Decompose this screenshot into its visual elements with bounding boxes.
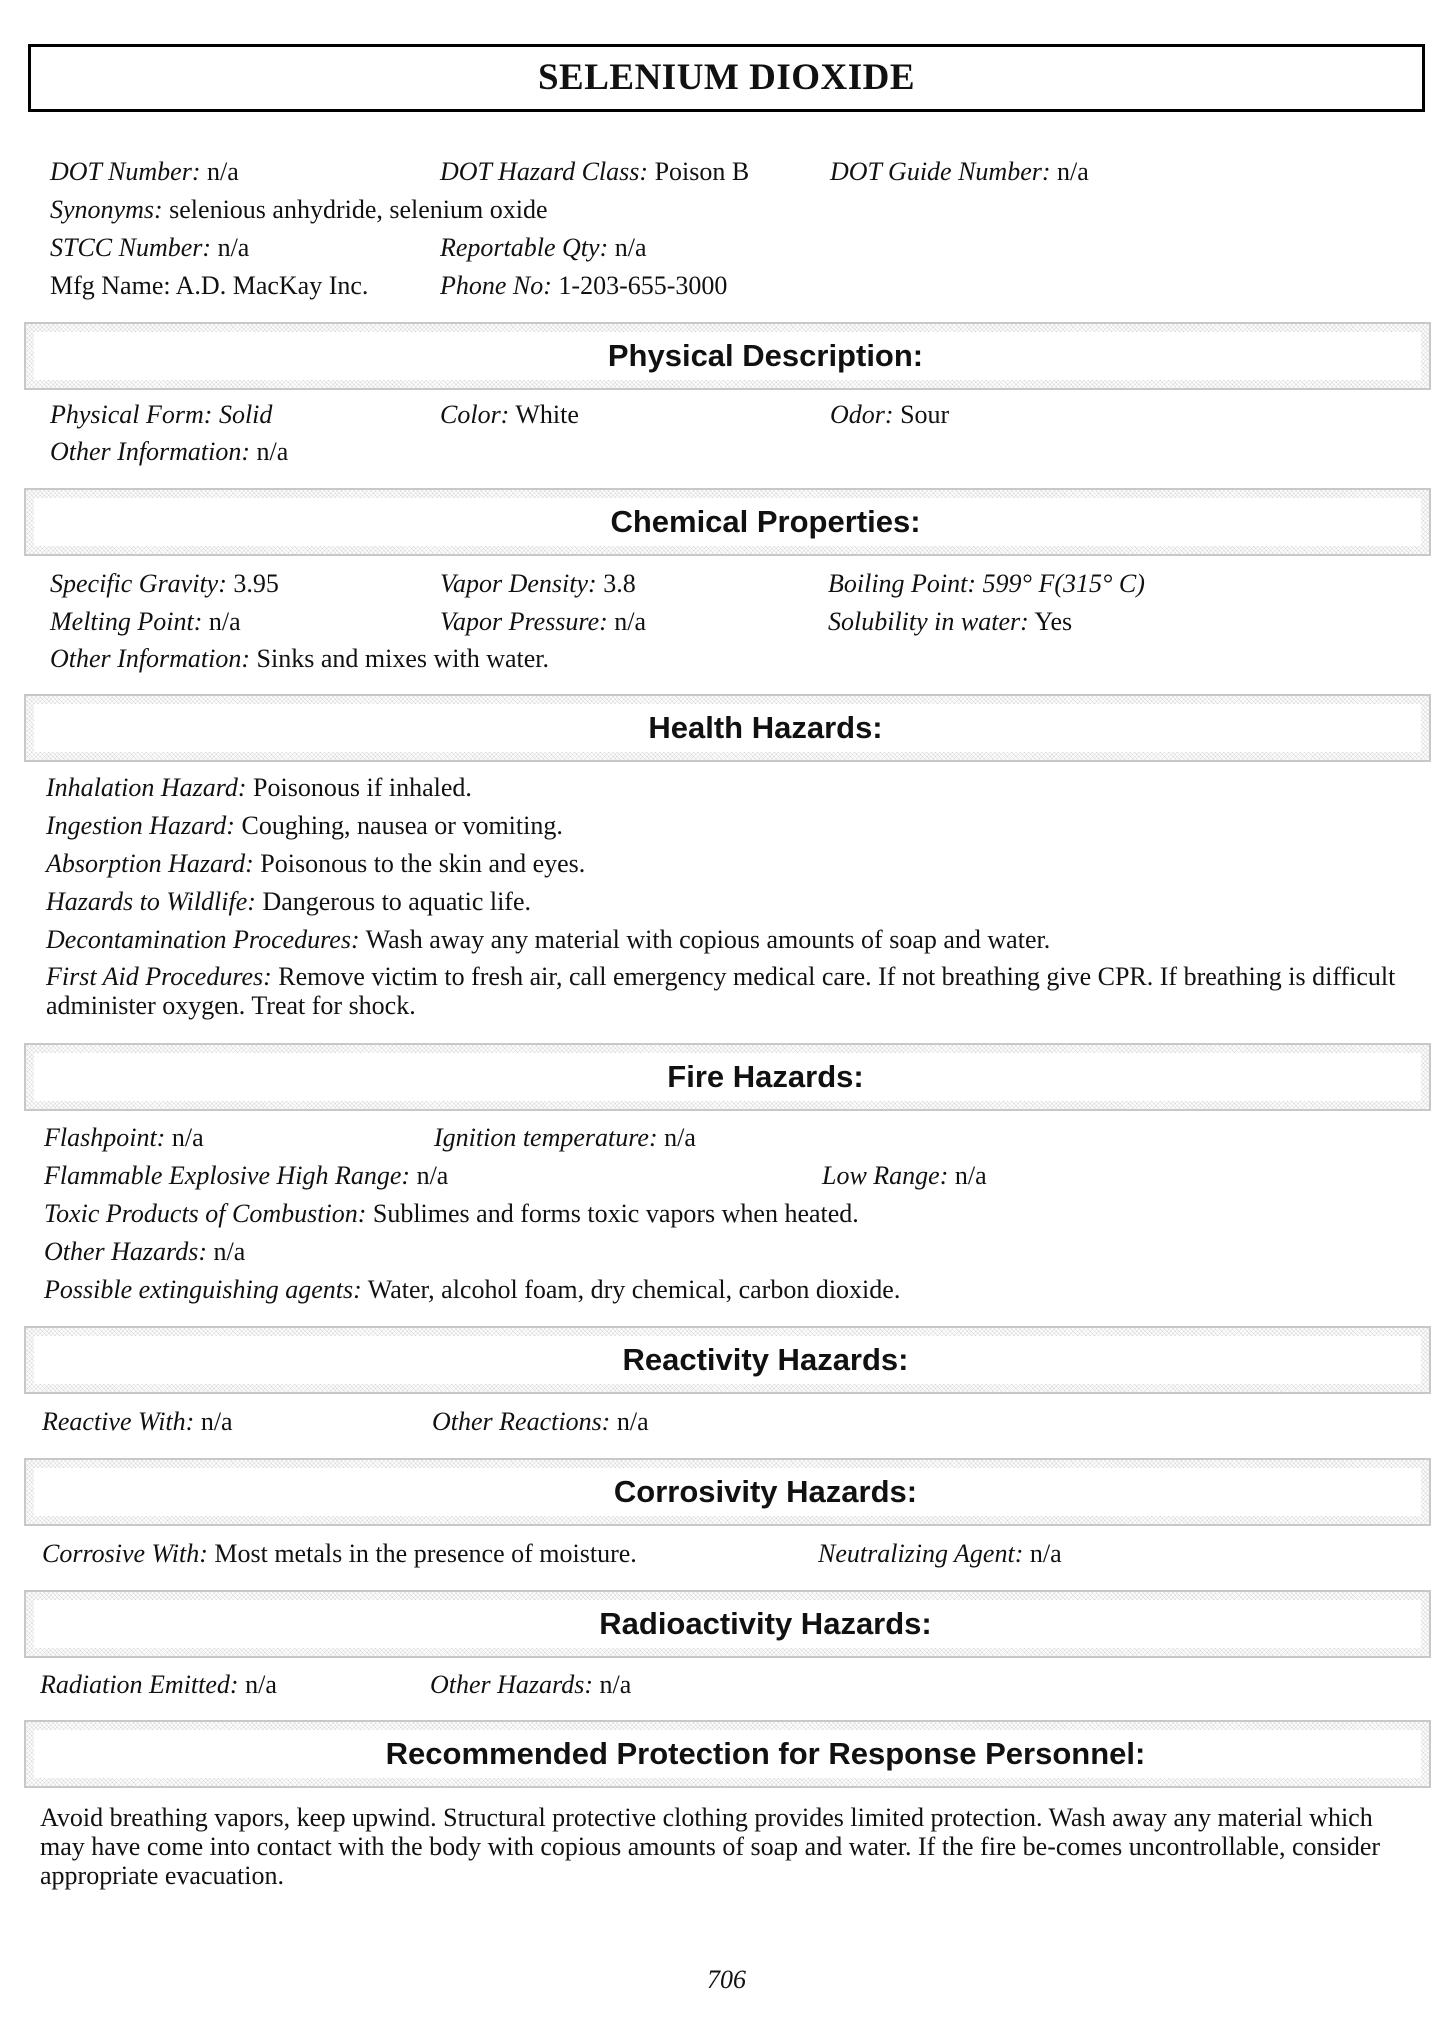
absorption-hazard: Absorption Hazard: Poisonous to the skin and eyes. — [46, 849, 586, 878]
title-box — [28, 44, 1425, 112]
other-reactions: Other Reactions: n/a — [432, 1407, 649, 1436]
decontamination-procedures: Decontamination Procedures: Wash away any material with copious amounts of soap and water. — [46, 925, 1051, 954]
toxic-products: Toxic Products of Combustion: Sublimes and forms toxic vapors when heated. — [44, 1199, 859, 1228]
page-title: SELENIUM DIOXIDE — [537, 57, 916, 99]
section-header-chemical — [24, 488, 1431, 556]
page-number: 706 — [707, 1965, 746, 1994]
ignition-temperature: Ignition temperature: n/a — [434, 1123, 696, 1152]
chemical-other-info: Other Information: Sinks and mixes with water. — [50, 644, 550, 673]
dot-number: DOT Number: n/a — [50, 157, 239, 186]
radiation-emitted: Radiation Emitted: n/a — [40, 1670, 277, 1699]
section-header-physical — [24, 322, 1431, 390]
section-title: Chemical Properties: — [610, 503, 921, 539]
mfg-name: Mfg Name: A.D. MacKay Inc. — [50, 271, 369, 300]
odor: Odor: Sour — [830, 400, 950, 429]
section-header-protection — [24, 1720, 1431, 1788]
solubility: Solubility in water: Yes — [828, 607, 1073, 636]
dot-guide-number: DOT Guide Number: n/a — [830, 157, 1089, 186]
section-header-health — [24, 694, 1431, 762]
boiling-point: Boiling Point: 599° F(315° C) — [828, 569, 1145, 598]
first-aid-procedures: First Aid Procedures: Remove victim to fresh air, call emergency medical care. If not breathing give CPR. If breathing is difficult administer oxygen. Treat for shock. — [46, 962, 1396, 1021]
section-title: Fire Hazards: — [667, 1058, 864, 1094]
specific-gravity: Specific Gravity: 3.95 — [50, 569, 279, 598]
inhalation-hazard: Inhalation Hazard: Poisonous if inhaled. — [46, 773, 472, 802]
flashpoint: Flashpoint: n/a — [44, 1123, 204, 1152]
section-title: Physical Description: — [607, 337, 924, 373]
reportable-qty: Reportable Qty: n/a — [440, 233, 647, 262]
physical-form: Physical Form: Solid — [50, 400, 273, 429]
chemical-row-2 — [0, 607, 1453, 641]
wildlife-hazard: Hazards to Wildlife: Dangerous to aquatic life. — [46, 887, 532, 916]
low-range: Low Range: n/a — [822, 1161, 987, 1190]
synonyms: Synonyms: selenious anhydride, selenium oxide — [50, 195, 548, 224]
header-row-3 — [0, 233, 1453, 267]
stcc-number: STCC Number: n/a — [50, 233, 250, 262]
phone-number: Phone No: 1-203-655-3000 — [440, 271, 728, 300]
vapor-density: Vapor Density: 3.8 — [440, 569, 636, 598]
dot-hazard-class: DOT Hazard Class: Poison B — [440, 157, 750, 186]
section-title: Reactivity Hazards: — [622, 1341, 909, 1377]
fire-row-2 — [0, 1161, 1453, 1195]
physical-row-2 — [0, 437, 1453, 471]
header-row-1 — [0, 157, 1453, 191]
section-header-radioactivity — [24, 1590, 1431, 1658]
physical-other-info: Other Information: n/a — [50, 437, 289, 466]
fire-row-1 — [0, 1123, 1453, 1157]
ingestion-hazard: Ingestion Hazard: Coughing, nausea or vomiting. — [46, 811, 563, 840]
melting-point: Melting Point: n/a — [50, 607, 241, 636]
fire-other-hazards: Other Hazards: n/a — [44, 1237, 246, 1266]
vapor-pressure: Vapor Pressure: n/a — [440, 607, 647, 636]
chemical-row-1 — [0, 569, 1453, 603]
section-title: Corrosivity Hazards: — [613, 1473, 918, 1509]
chemical-row-3 — [0, 644, 1453, 678]
section-header-corrosivity — [24, 1458, 1431, 1526]
physical-row-1 — [0, 400, 1453, 434]
section-header-fire — [24, 1043, 1431, 1111]
section-header-reactivity — [24, 1326, 1431, 1394]
section-title: Recommended Protection for Response Personnel: — [385, 1735, 1146, 1771]
section-title: Radioactivity Hazards: — [599, 1605, 932, 1641]
neutralizing-agent: Neutralizing Agent: n/a — [818, 1539, 1062, 1568]
extinguishing-agents: Possible extinguishing agents: Water, alcohol foam, dry chemical, carbon dioxide. — [44, 1275, 901, 1304]
reactive-with: Reactive With: n/a — [42, 1407, 233, 1436]
header-row-2 — [0, 195, 1453, 229]
color: Color: White — [440, 400, 579, 429]
radioactivity-row — [0, 1670, 1453, 1704]
protection-text: Avoid breathing vapors, keep upwind. Structural protective clothing provides limited protection. Wash away any material which may have come into contact with the body with copious amounts of soap and water. If the fire be-comes uncontrollable, consider appropriate evacuation. — [40, 1803, 1381, 1891]
section-title: Health Hazards: — [648, 709, 883, 745]
flammable-high-range: Flammable Explosive High Range: n/a — [44, 1161, 449, 1190]
header-row-4 — [0, 271, 1453, 305]
reactivity-row — [0, 1407, 1453, 1441]
corrosive-with: Corrosive With: Most metals in the presence of moisture. — [42, 1539, 637, 1568]
corrosivity-row — [0, 1539, 1453, 1573]
radioactivity-other-hazards: Other Hazards: n/a — [430, 1670, 632, 1699]
